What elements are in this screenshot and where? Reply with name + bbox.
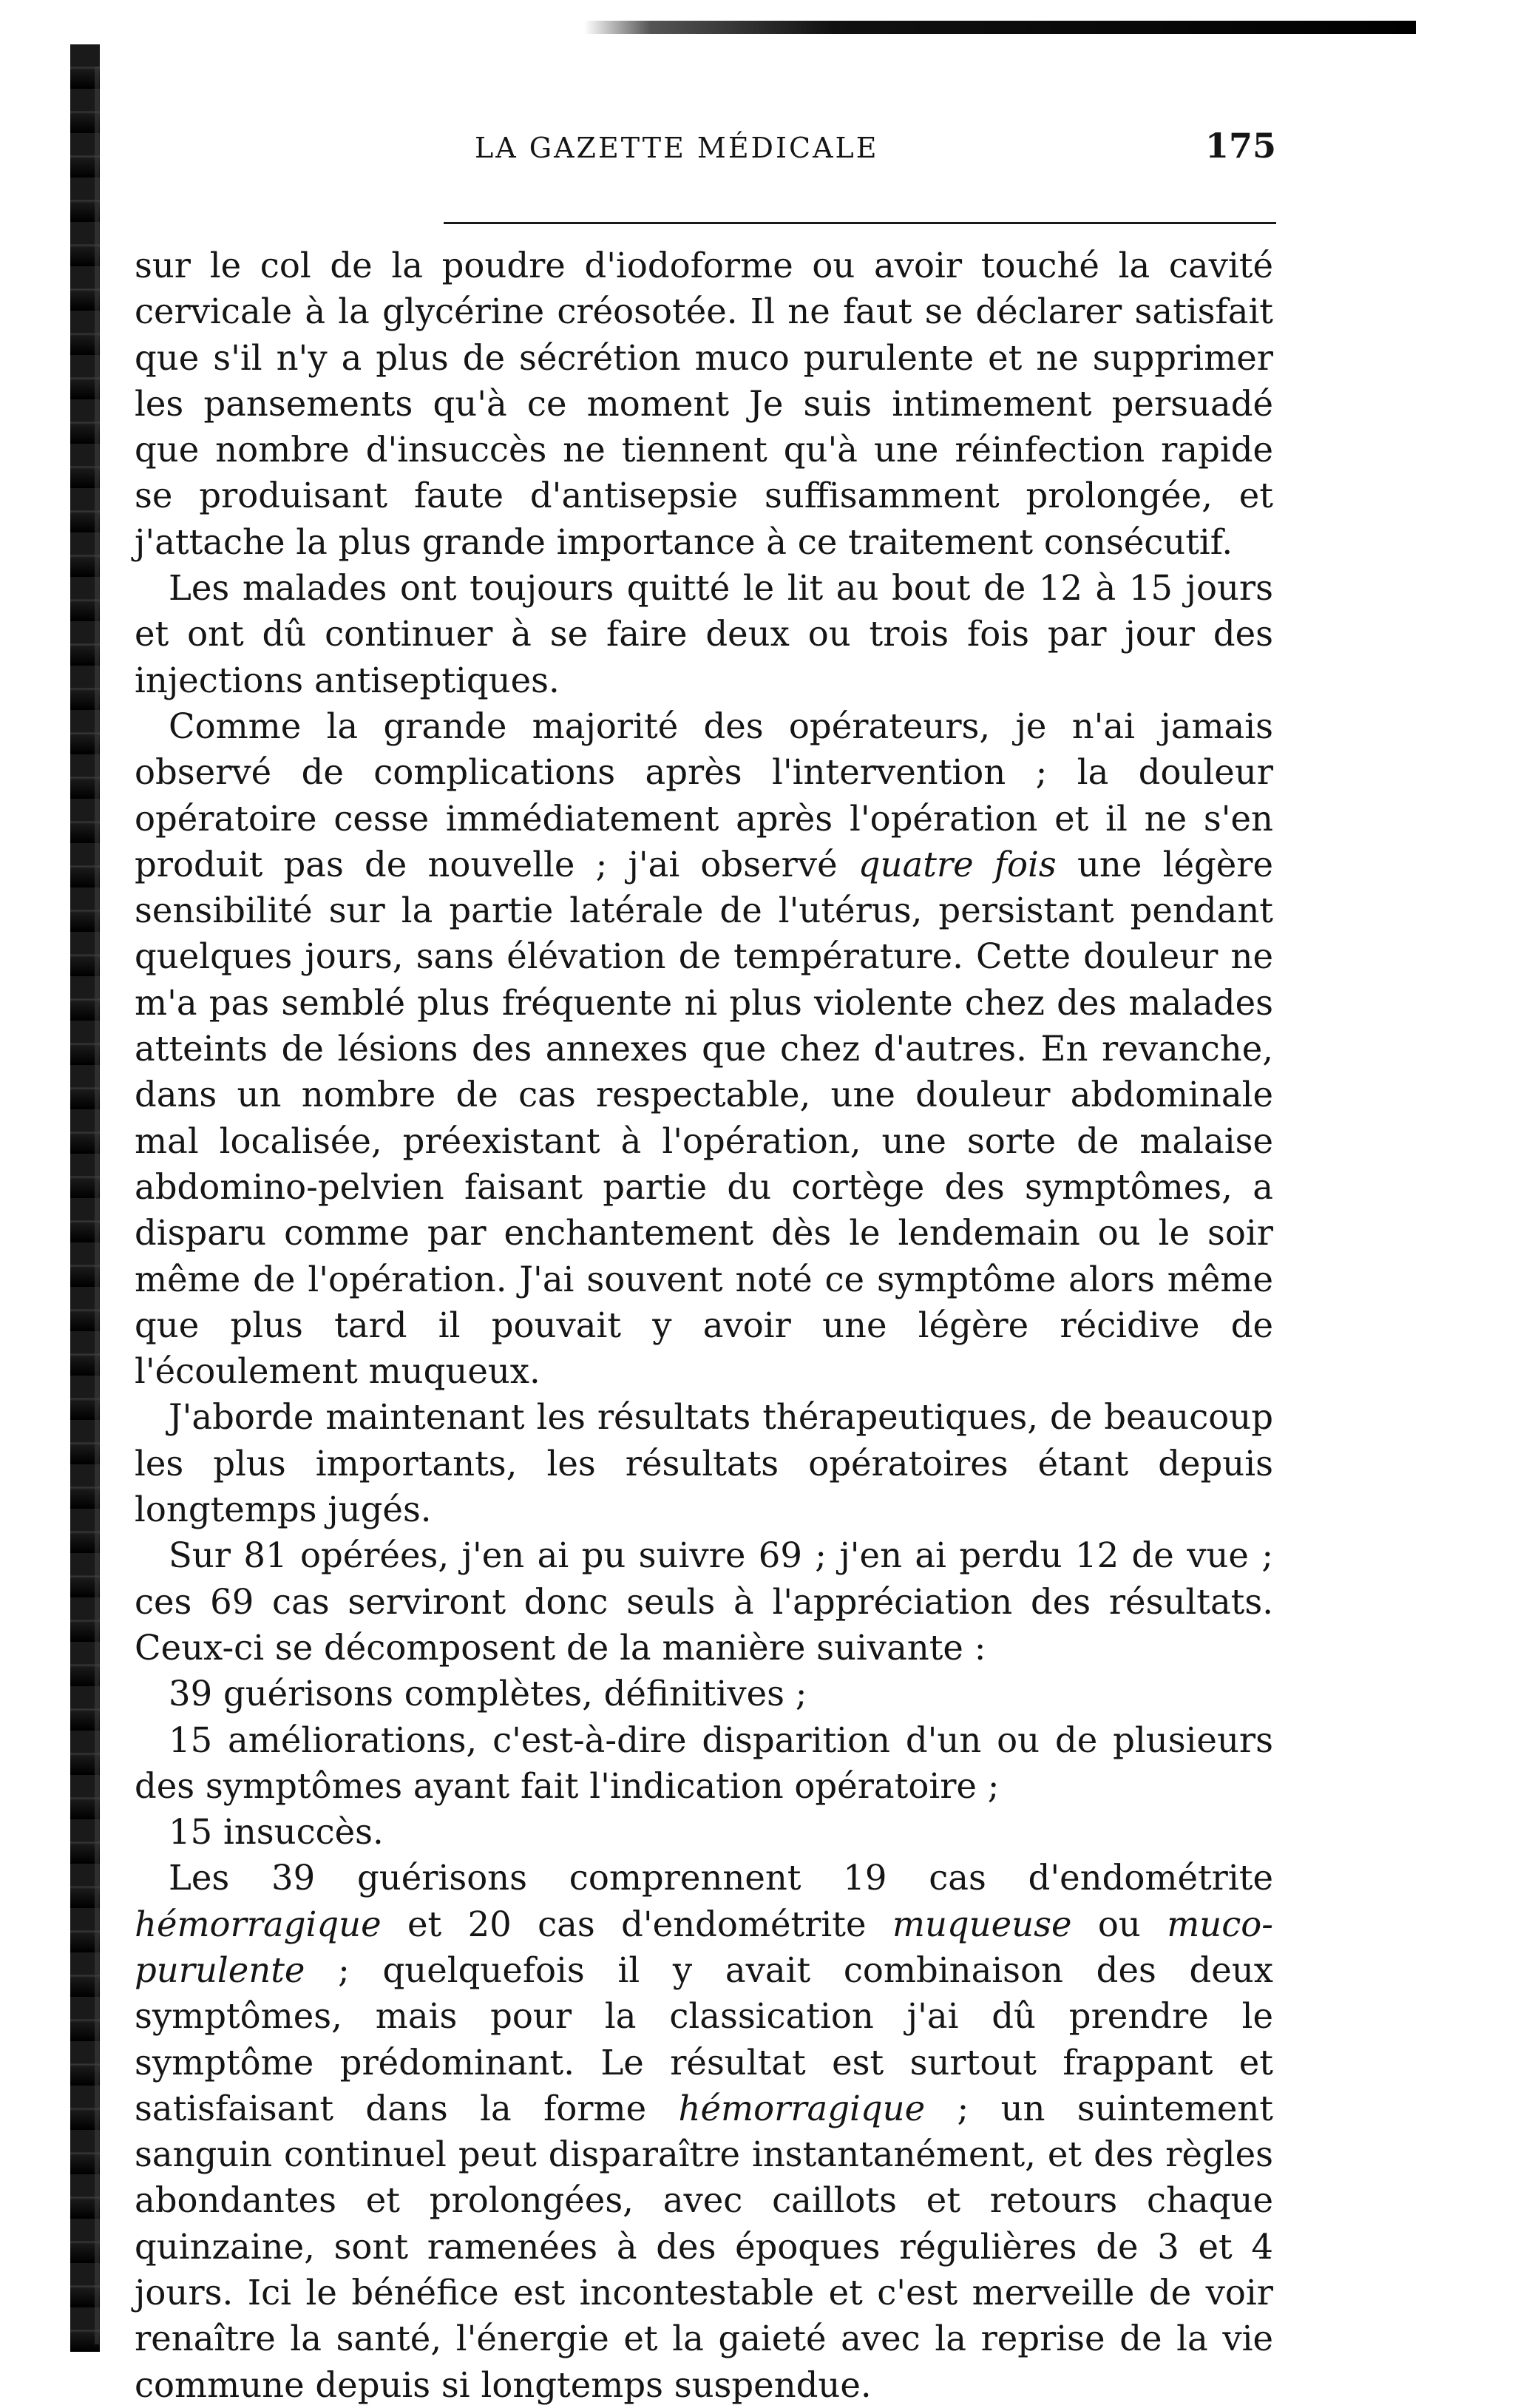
paragraph-operees: Sur 81 opérées, j'en ai pu suivre 69 ; j'en ai perdu 12 de vue ; ces 69 cas serviront donc seuls à l'appréciation des résultats. Ceux-ci se décomposent de la manière suivante : [135,1535,1273,1668]
paragraph-guerisons-text-a: Les 39 guérisons comprennent 19 cas d'endométrite [169,1858,1273,1898]
book-page [135,124,1276,2405]
paragraph-resultats: J'aborde maintenant les résultats thérapeutiques, de beaucoup les plus importants, les résultats opératoires étant depuis longtemps jugés. [135,1397,1273,1530]
page-number: 175 [1204,126,1276,166]
body-text [135,243,1273,2408]
paragraph-guerisons-text-d: ; quelquefois il y avait combinaison des deux symptômes, mais pour la classication j'ai dû prendre le symptôme prédominant. Le résultat est surtout frappant et satisfaisant dans la forme [135,1949,1273,2128]
emphasis-quatre-fois: quatre fois [858,844,1057,885]
running-head [135,124,1276,176]
emphasis-hemorragique-2: hémorragique [678,2088,926,2128]
paragraph-malades: Les malades ont toujours quitté le lit au bout de 12 à 15 jours et ont dû continuer à se faire deux ou trois fois par jour des injections antiseptiques. [135,568,1273,700]
paragraph-guerisons-detail [135,1855,1273,2408]
list-item-guerisons: 39 guérisons complètes, définitives ; [169,1674,807,1714]
paragraph-guerisons-text-c: ou [1071,1904,1167,1944]
paragraph-guerisons-text-b: et 20 cas d'endométrite [381,1904,892,1944]
running-title: LA GAZETTE MÉDICALE [475,132,879,164]
paragraph-guerisons-text-e: ; un suintement sanguin continuel peut disparaître instantanément, et des règles abondantes et prolongées, avec caillots et retours chaque quinzaine, sont ramenées à des époques régulières de 3 et 4 jours. Ici le bénéfice est incontestable et c'est merveille de voir renaître la santé, l'énergie et la gaieté avec la reprise de la vie commune depuis si longtemps suspendue. [135,2088,1273,2405]
paragraph-complications [135,703,1273,1394]
header-rule [444,222,1276,224]
list-item-ameliorations: 15 améliorations, c'est-à-dire disparition d'un ou de plusieurs des symptômes ayant fait l'indication opératoire ; [135,1719,1273,1806]
scan-binding-hairline [95,67,99,2344]
emphasis-muco-purulente: muco-purulente [135,1904,1273,1990]
paragraph-complications-text-b: une légère sensibilité sur la partie latérale de l'utérus, persistant pendant quelques jours, sans élévation de température. Cette douleur ne m'a pas semblé plus fréquente ni plus violente chez des malades atteints de lésions des annexes que chez d'autres. En revanche, dans un nombre de cas respectable, une douleur abdominale mal localisée, préexistant à l'opération, une sorte de malaise abdomino-pelvien faisant partie du cortège des symptômes, a disparu comme par enchantement dès le lendemain ou le soir même de l'opération. J'ai souvent noté ce symptôme alors même que plus tard il pouvait y avoir une légère récidive de l'écoulement muqueux. [135,844,1273,1392]
emphasis-muqueuse: muqueuse [892,1904,1072,1944]
paragraph-complications-text-a: Comme la grande majorité des opérateurs, je n'ai jamais observé de complications après l'intervention ; la douleur opératoire cesse immédiatement après l'opération et il ne s'en produit pas de nouvelle ; j'ai observé [135,706,1273,885]
list-item-insucces: 15 insuccès. [169,1812,384,1853]
emphasis-hemorragique: hémorragique [135,1904,382,1944]
scan-top-rule [584,21,1416,34]
paragraph-continuation: sur le col de la poudre d'iodoforme ou avoir touché la cavité cervicale à la glycérine créosotée. Il ne faut se déclarer satisfait que s'il n'y a plus de sécrétion muco purulente et ne supprimer les pansements qu'à ce moment Je suis intimement persuadé que nombre d'insuccès ne tiennent qu'à une réinfection rapide se produisant faute d'antisepsie suffisamment prolongée, et j'attache la plus grande importance à ce traitement consécutif. [135,246,1273,562]
